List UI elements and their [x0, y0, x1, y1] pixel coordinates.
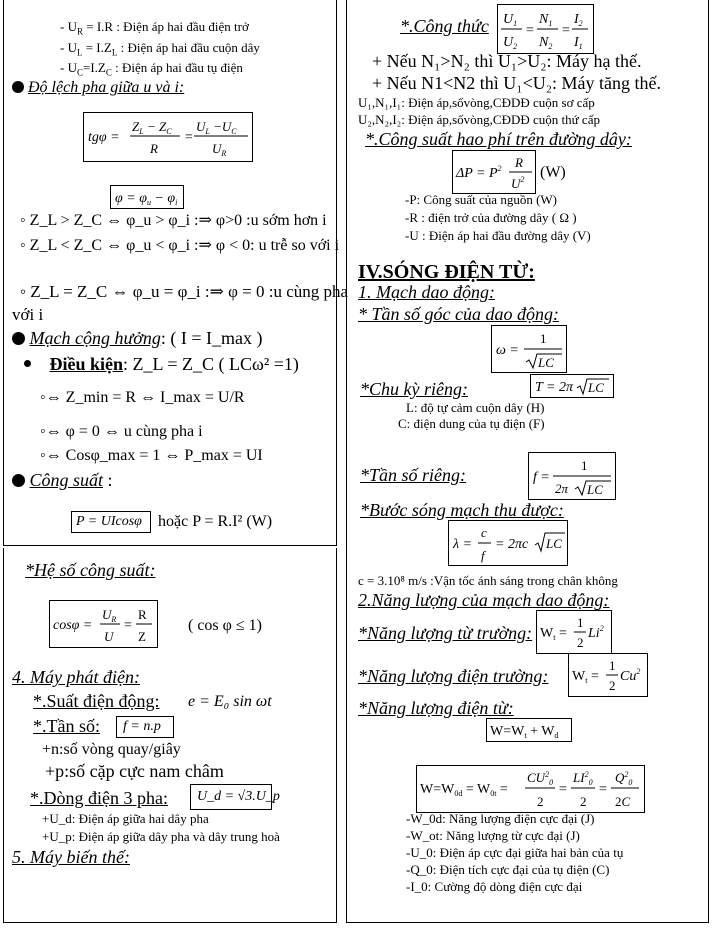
resonance-1: ◦⇔ Z_min = R ⇔ I_max = U/R — [40, 389, 245, 406]
svg-text:tgφ =: tgφ = — [88, 130, 120, 145]
i0-text: -I_0: Cường độ dòng điện cực đại — [406, 879, 583, 894]
electric-formula-box — [568, 653, 648, 697]
loss-formula — [453, 151, 535, 193]
smiley-bullet-icon — [12, 332, 25, 345]
freq-label-right: *Tần số riêng: — [360, 465, 467, 485]
w0t-text: -W_ot: Năng lượng từ cực đại (J) — [406, 828, 580, 843]
svg-text:=: = — [599, 782, 607, 797]
svg-text:R: R — [138, 607, 147, 622]
loss-r: -R : điện trở của đường dây ( Ω ) — [405, 210, 577, 225]
svg-text:= 2πc: = 2πc — [495, 537, 529, 552]
svg-text:f =: f = — [533, 470, 550, 485]
svg-text:UL −UC: $U_L -U_C$ — [196, 119, 237, 136]
resonance-3: ◦⇔ Cosφ_max = 1 ⇔ P_max = UI — [40, 447, 263, 464]
freq-formula: f = n.p — [123, 719, 161, 734]
wavelength-label: *Bước sóng mạch thu được: — [360, 500, 564, 520]
loss-title: *.Công suất hao phí trên đường dây: — [365, 129, 632, 149]
resonance-2: ◦⇔ φ = 0 ⇔ u cùng pha i — [40, 423, 203, 440]
case-3a: ◦ Z_L = Z_C ⇔ φ_u = φ_i :⇒ φ = 0 :u cùng pha — [20, 282, 349, 301]
svg-text:UR: $U_R$ — [102, 607, 117, 624]
phase-title: Độ lệch pha giữa u và i: — [12, 80, 184, 96]
svg-text:T = 2π: T = 2π — [535, 380, 573, 395]
pf-range: ( cos φ ≤ 1) — [188, 617, 262, 634]
svg-text:φ = φu − φi: $\varphi = \varphi_u - \varphi_i$ — [115, 191, 178, 207]
svg-text:CU20: $CU^2_0$ — [527, 770, 554, 787]
svg-text:I2: $I_2$ — [574, 12, 583, 28]
w0d-text: -W_0d: Năng lượng điện cực đại (J) — [406, 811, 595, 826]
emf-formula: e = E₀ sin ωt — [188, 693, 272, 710]
freq-formula-right — [529, 453, 615, 499]
freq-formula-box — [116, 716, 174, 738]
phi-formula — [111, 186, 183, 208]
svg-text:1: 1 — [609, 658, 616, 673]
total-energy-formula — [417, 766, 644, 812]
up-text: +U_p: Điện áp giữa dây pha và dây trung hoà — [42, 829, 280, 844]
magnetic-formula — [537, 611, 611, 653]
energy-title: 2.Năng lượng của mạch dao động: — [358, 590, 610, 610]
condition-line: Điều kiện: Z_L = Z_C ( LCω² =1) — [24, 355, 299, 373]
three-phase-formula: U_d = √3.U_p — [197, 789, 280, 804]
light-speed: c = 3.10⁸ m/s :Vận tốc ánh sáng trong chân không — [358, 573, 618, 588]
ratio-formula-box — [497, 4, 594, 54]
smiley-bullet-icon — [12, 474, 25, 487]
svg-text:W=W0d = W0t =: $W=W_{0d} = W_{0t}$ = — [420, 782, 508, 798]
loss-p: -P: Công suất của nguồn (W) — [405, 192, 558, 207]
svg-text:1: 1 — [581, 458, 588, 473]
svg-text:LC: LC — [588, 380, 604, 395]
tg-formula — [84, 113, 252, 161]
pf-formula-box — [49, 600, 158, 648]
svg-text:ZL − ZC: $Z_L - Z_C$ — [132, 119, 172, 136]
left-column-border-bottom — [3, 922, 337, 923]
svg-text:=: = — [526, 23, 534, 38]
uc-line: - $U_C=I.Z_C$ : Điện áp hai đầu tụ điện — [60, 60, 243, 78]
svg-text:N1: $N_1$ — [539, 12, 553, 28]
tg-formula-box — [83, 112, 253, 162]
svg-text:c: c — [481, 525, 487, 540]
resonance-line: Mạch cộng hưởng: ( I = I_max ) — [12, 329, 263, 347]
electric-label: *Năng lượng điện trường: — [358, 666, 549, 686]
svg-text:U2: $U^2$ — [511, 175, 525, 191]
right-column-border-right — [708, 0, 709, 923]
l-text: L: độ tự cảm cuộn dây (H) — [406, 400, 545, 415]
em-formula-box — [486, 718, 572, 742]
generator-title: 4. Máy phát điện: — [12, 667, 140, 687]
osc-title: 1. Mạch dao động: — [358, 282, 495, 302]
svg-text:Wt =: $W_t$ = — [540, 626, 567, 642]
stepup-text: + Nếu N1<N2 thì U₁<U₂: Máy tăng thế. — [372, 73, 661, 93]
svg-text:2C: 2C — [615, 794, 631, 809]
ratio-formula — [498, 5, 593, 53]
right-column-border-left — [346, 0, 347, 923]
ul-line: - $U_L = I.Z_L$ : Điện áp hai đầu cuộn dây — [60, 40, 260, 58]
primary-text: U₁,N₁,I₁: Điện áp,sốvòng,CĐDĐ cuộn sơ cấp — [358, 95, 595, 110]
total-energy-box — [416, 765, 645, 813]
svg-text:=: = — [124, 618, 132, 633]
svg-text:=: = — [184, 130, 194, 145]
emf-label: *.Suất điện động: — [33, 691, 160, 711]
em-formula — [487, 719, 571, 741]
ur-line: - $U_R = I.R$ : Điện áp hai đầu điện trở — [60, 19, 249, 37]
svg-text:N2: $N_2$ — [539, 35, 553, 51]
left-column-border-left — [3, 0, 4, 545]
svg-text:I1: $I_1$ — [574, 35, 583, 51]
loss-unit: (W) — [540, 164, 566, 181]
phi-formula-box — [110, 185, 184, 209]
svg-text:1: 1 — [577, 615, 584, 630]
power-formula: P = UIcosφ — [76, 514, 142, 529]
bullet-dot-icon — [24, 360, 31, 367]
svg-text:2: 2 — [580, 794, 587, 809]
p-text: +p:số cặp cực nam châm — [45, 761, 224, 781]
svg-text:=: = — [559, 782, 567, 797]
svg-text:U: U — [104, 629, 114, 644]
svg-text:UR: $U_R$ — [212, 141, 227, 158]
loss-formula-box — [452, 150, 536, 194]
case-3b: với i — [12, 305, 44, 324]
left-column-border-right-2 — [336, 548, 337, 923]
power-title: Công suất : — [12, 471, 113, 489]
pf-formula — [50, 601, 157, 647]
case-2: ◦ Z_L < Z_C ⇔ φ_u < φ_i :⇒ φ < 0: u trễ so với i — [20, 237, 340, 254]
secondary-text: U₂,N₂,I₂: Điện áp,sốvòng,CĐDĐ cuộn thứ cấp — [358, 112, 600, 127]
svg-text:2: 2 — [537, 794, 544, 809]
u0-text: -U_0: Điện áp cực đại giữa hai bản của tụ — [406, 845, 624, 860]
three-phase-label: *.Dòng điện 3 pha: — [30, 788, 168, 808]
svg-text:LC: LC — [587, 482, 603, 497]
svg-text:LC: LC — [538, 355, 554, 370]
power-alt: hoặc P = R.I² (W) — [158, 513, 273, 530]
wavelength-formula-box — [448, 520, 568, 566]
loss-u: -U : Điện áp hai đầu đường dây (V) — [405, 228, 591, 243]
electric-formula — [569, 654, 647, 696]
left-column-border-mid — [3, 545, 337, 546]
c-text: C: điện dung của tụ điện (F) — [398, 416, 545, 431]
freq-formula-box-right — [528, 452, 616, 500]
period-formula-box — [530, 374, 614, 398]
magnetic-formula-box — [536, 610, 612, 654]
svg-text:LI20: $LI^2_0$ — [573, 770, 593, 787]
svg-text:ω =: ω = — [496, 343, 519, 358]
right-column-border-bottom — [346, 922, 709, 923]
svg-text:R: R — [150, 141, 158, 156]
em-label: *Năng lượng điện từ: — [358, 698, 514, 718]
pf-title: *Hệ số công suất: — [25, 560, 156, 580]
svg-text:Wt =: $W_t$ = — [572, 669, 599, 685]
svg-text:f: f — [481, 548, 485, 563]
case-1: ◦ Z_L > Z_C ⇔ φ_u > φ_i :⇒ φ>0 :u sớm hơn i — [20, 212, 327, 229]
three-phase-formula-box — [190, 784, 280, 810]
svg-text:Z: Z — [138, 629, 146, 644]
svg-text:Q20: $Q^2_0$ — [615, 770, 633, 787]
n-text: +n:số vòng quay/giây — [42, 741, 181, 758]
svg-text:1: 1 — [540, 331, 547, 346]
section-4-title: IV.SÓNG ĐIỆN TỪ: — [358, 261, 535, 283]
period-formula — [531, 375, 613, 397]
wavelength-formula — [449, 521, 567, 565]
svg-text:2: 2 — [609, 678, 616, 693]
left-column-border-right — [336, 0, 337, 545]
ratio-label: *.Công thức — [400, 16, 489, 36]
svg-text:λ =: λ = — [453, 537, 473, 552]
svg-text:Li2: Li$^2$ — [588, 624, 604, 641]
stepdown-text: + Nếu N₁>N₂ thì U₁>U₂: Máy hạ thế. — [372, 51, 642, 71]
svg-text:Cu2: Cu$^2$ — [620, 667, 641, 684]
svg-text:R: R — [515, 155, 523, 170]
freq-label: *.Tần số: — [33, 716, 100, 736]
svg-text:ΔP = P2: $\Delta P = P^2$ — [456, 164, 502, 181]
left-column-border-left-2 — [3, 548, 4, 923]
svg-text:2π: 2π — [555, 481, 569, 496]
svg-text:2: 2 — [577, 635, 584, 650]
svg-text:W=Wt + Wd: $W=W_t + W_d$ — [490, 724, 559, 740]
omega-formula — [492, 326, 566, 372]
svg-text:U2: $U_2$ — [503, 35, 518, 51]
power-formula-box — [71, 511, 151, 533]
omega-title: * Tần số góc của dao động: — [358, 304, 559, 324]
svg-text:LC: LC — [546, 536, 562, 551]
q0-text: -Q_0: Điện tích cực đại của tụ điện (C) — [406, 862, 610, 877]
magnetic-label: *Năng lượng từ trường: — [358, 623, 533, 643]
ud-text: +U_d: Điện áp giữa hai dây pha — [42, 811, 209, 826]
period-label: *Chu kỳ riêng: — [360, 379, 468, 399]
transformer-title: 5. Máy biến thế: — [12, 847, 130, 867]
svg-text:U1: $U_1$ — [503, 12, 518, 28]
svg-text:=: = — [562, 23, 570, 38]
svg-text:cosφ =: cosφ = — [53, 618, 93, 633]
omega-formula-box — [491, 325, 567, 373]
smiley-bullet-icon — [12, 81, 24, 93]
